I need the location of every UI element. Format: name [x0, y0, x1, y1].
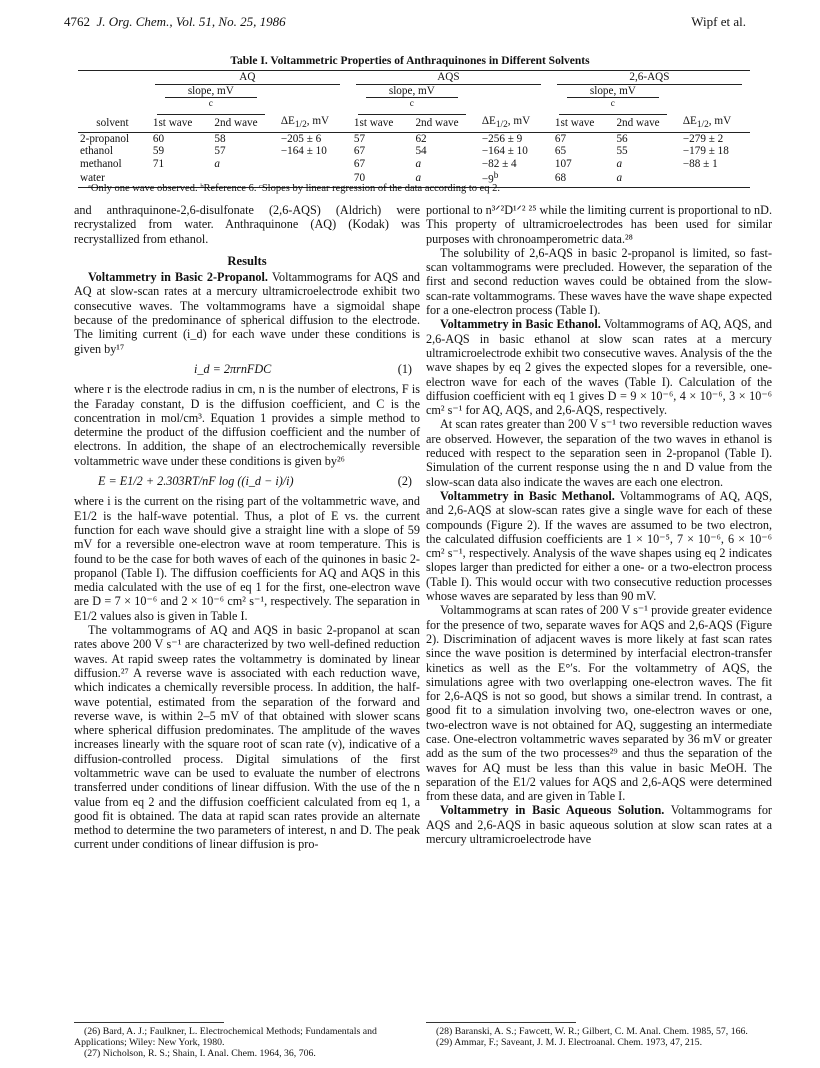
paragraph: where i is the current on the rising part of the voltammetric wave, and E1/2 is the half-wave potential. Thus, a plot of E vs. the current function for each wave should give a straight line with a slope of 59 mV for a reversible one-electron wave at room temperature. This is found to be the case for both waves of each of the quinones in basic 2-propanol (Table I). The diffusion coefficients for AQ and AQS in this media calculated with the use of eq 1 for the first, one-electron wave are D = 7 × 10⁻⁶ and 2 × 10⁻⁶ cm² s⁻¹, respectively. The separation in E1/2 values also is given in Table I.	[74, 494, 420, 623]
wave2-header: 2nd wave	[208, 115, 274, 132]
paragraph: where r is the electrode radius in cm, n is the number of electrons, F is the Faraday constant, D is the diffusion coefficient, and C is the concentration in mol/cm³. Equation 1 provides a simple method to determine the product of the diffusion coefficient and the number of electrons. In addition, the shape of an electrochemically reversible voltammetric wave under these conditions is given by²⁶	[74, 382, 420, 468]
right-column	[426, 203, 772, 846]
run-in-heading: Voltammetry in Basic Ethanol.	[440, 317, 601, 332]
delta-header: $\Delta E_{1/2}$, mV	[476, 115, 549, 132]
table-cell: 55	[616, 145, 628, 158]
table-cell: a	[409, 170, 475, 187]
table-cell: 67	[353, 145, 366, 158]
solvent-cell: methanol	[80, 157, 122, 170]
solvent-cell: water	[78, 170, 147, 187]
voltammetric-table	[78, 70, 750, 188]
page-number: 4762	[64, 14, 90, 29]
run-in-heading: Voltammetry in Basic 2-Propanol.	[88, 270, 268, 285]
table-cell: 54	[415, 145, 427, 158]
table-cell	[677, 170, 750, 187]
group-header-aq: AQ	[147, 71, 348, 85]
table-cell: 67	[554, 132, 567, 145]
author-header: Wipf et al.	[691, 14, 746, 29]
table-cell: 70	[348, 170, 410, 187]
paragraph: The voltammograms of AQ and AQS in basic 2-propanol at scan rates above 200 V s⁻¹ are characterized by two well-defined reduction waves. At rapid sweep rates the voltammetry is dominated by linear diffusion.²⁷ A reverse wave is associated with each reduction wave, which indicates a chemically reversible process. In addition, the half-wave potential, estimated from the separation of the forward and reverse wave, is within 2–5 mV of that obtained with slower scans where spherical diffusion predominates. The amplitude of the waves increases linearly with the square root of scan rate (v), indicative of a diffusion-controlled process. Digital simulations of the first voltammetric wave can be used to evaluate the number of electrons transferred under conditions of linear diffusion. With the use of the n value from eq 2 and the diffusion coefficient calculated from eq 1, a good fit is obtained. The data at rapid scan rates provide an alternate method to determine the two parameters of interest, n and D. The peak current under conditions of linear diffusion is pro-	[74, 623, 420, 852]
footnote-rule	[74, 1022, 224, 1023]
delta-header: $\Delta E_{1/2}$, mV	[275, 115, 348, 132]
table-cell: −205 ± 6	[280, 132, 322, 145]
table-cell: 107	[554, 157, 572, 170]
wave2-header: 2nd wave	[610, 115, 676, 132]
table-cell: 68	[549, 170, 611, 187]
paragraph: Voltammetry in Basic Ethanol. Voltammograms of AQ, AQS, and 2,6-AQS in basic ethanol at slow scan rates at a mercury ultramicroelectrode exhibit two consecutive waves. Analysis of the the wave shapes by eq 2 gives the expected slopes for a reversible, one-electron wave for each of the waves (Table I). Calculation of the diffusion coefficient with eq 1 gives D = 9 × 10⁻⁶, 4 × 10⁻⁶, 3 × 10⁻⁶ cm² s⁻¹ for AQ, AQS, and 2,6-AQS, respectively.	[426, 317, 772, 418]
solvent-cell: ethanol	[80, 145, 113, 158]
table-cell: 71	[152, 157, 165, 170]
table-cell: −164 ± 10	[280, 145, 327, 158]
table-cell: 65	[554, 145, 567, 158]
slope-header: slope, mV $^c$	[549, 85, 677, 116]
table-cell: a	[415, 157, 422, 170]
left-column	[74, 203, 420, 852]
table-cell	[275, 158, 348, 171]
table-cell: a	[214, 157, 221, 170]
paragraph: Voltammetry in Basic 2-Propanol. Voltammograms for AQS and AQ at slow-scan rates at a mercury ultramicroelectrode exhibit two consecutive waves. The voltammograms have a sigmoidal shape because of the predominance of spherical diffusion to the electrode. The limiting current (i_d) for each wave under these conditions is given by¹⁷	[74, 270, 421, 356]
equation-2: E = E1/2 + 2.303RT/nF log ((i_d − i)/i) (2)	[98, 474, 412, 489]
delta-header: $\Delta E_{1/2}$, mV	[677, 115, 750, 132]
table-footnote: ᵃOnly one wave observed. ᵇReference 6. ᶜSlopes by linear regression of the data according to eq 2.	[88, 183, 501, 194]
footnote-rule	[426, 1022, 576, 1023]
solvent-header: solvent	[78, 115, 147, 132]
slope-header: slope, mV $^c$	[147, 85, 275, 116]
table-cell: a	[610, 170, 676, 187]
wave1-header: 1st wave	[147, 115, 209, 132]
wave2-header: 2nd wave	[409, 115, 475, 132]
table-cell: $-9^b$	[476, 170, 549, 187]
table-slope-row	[78, 85, 750, 116]
table-cell: −88 ± 1	[682, 157, 718, 170]
wave1-header: 1st wave	[549, 115, 611, 132]
slope-header: slope, mV $^c$	[348, 85, 476, 116]
paragraph: Voltammetry in Basic Methanol. Voltammograms of AQ, AQS, and 2,6-AQS at slow-scan rates give a single wave for each of these compounds (Figure 2). If the waves are assumed to be two electron, the calculated diffusion coefficients are 1 × 10⁻⁵, 7 × 10⁻⁶, 6 × 10⁻⁶ cm² s⁻¹, respectively. Analysis of the wave shapes using eq 2 indicates slopes larger than predicted for either a one- or a two-electron process (Table I). This would occur with two consecutive reduction processes whose waves are separated by less than 90 mV.	[426, 488, 772, 604]
footnote-ref-29: (29) Ammar, F.; Saveant, J. M. J. Electroanal. Chem. 1973, 47, 215.	[436, 1037, 703, 1048]
solvent-cell: 2-propanol	[80, 132, 130, 145]
paragraph: and anthraquinone-2,6-disulfonate (2,6-AQS) (Aldrich) were recrystalized from water. Anthraquinone (AQ) (Kodak) was recrystallized from ethanol.	[74, 203, 420, 246]
table-cell: −82 ± 4	[481, 157, 517, 170]
running-header	[64, 14, 286, 30]
table-column-header-row	[78, 115, 750, 132]
section-heading: Results	[227, 253, 267, 268]
paragraph: Voltammetry in Basic Aqueous Solution. Voltammograms for AQS and 2,6-AQS in basic aqueous solution at slow scan rates at a mercury ultramicroelectrode have	[426, 803, 772, 847]
footnotes-right	[426, 1026, 772, 1048]
table-cell: 62	[415, 132, 427, 145]
paragraph: Voltammograms at scan rates of 200 V s⁻¹ provide greater evidence for the presence of two, separate waves for AQS and 2,6-AQS (Figure 2). Discrimination of adjacent waves is more likely at fast scan rates since the wave position is determined by interfacial electron-transfer kinetics as well as the E°′s. For the voltammetry of AQS, the simulations agree with two overlapping one-electron waves. The fit for 2,6-AQS is not so good, but shows a similar trend. In contrast, a good fit to a simulation involving two, one-electron waves or one, two-electron wave is not obtained for AQ, suggesting an intermediate case. One-electron voltammetric waves separated by 36 mV or greater add as the sum of the two processes²⁹ and thus the separation of the waves for AQ must be less than this value in basic MeOH. The separation of the E1/2 values for AQS and 2,6-AQS were determined from these data, and are given in Table I.	[426, 603, 772, 804]
footnote-ref-28: (28) Baranski, A. S.; Fawcett, W. R.; Gilbert, C. M. Anal. Chem. 1985, 57, 166.	[436, 1026, 748, 1037]
table-cell: −279 ± 2	[682, 132, 724, 145]
table-cell: 60	[152, 132, 165, 145]
table-cell: 57	[353, 132, 366, 145]
footnotes-left	[74, 1026, 420, 1059]
paragraph: At scan rates greater than 200 V s⁻¹ two reversible reduction waves are observed. However, the separation of the two waves in ethanol is reduced with respect to the separation seen in 2-propanol (Table I). Simulation of the current response using the n and D value from the slow-scan data also indicate the waves are each one electron.	[426, 417, 772, 489]
table-group-row	[78, 71, 750, 85]
journal-citation: J. Org. Chem., Vol. 51, No. 25, 1986	[96, 14, 286, 29]
table-cell: 59	[152, 145, 165, 158]
run-in-heading: Voltammetry in Basic Methanol.	[440, 488, 615, 503]
table-cell: 67	[353, 157, 366, 170]
group-header-26aqs: 2,6-AQS	[549, 71, 750, 85]
paragraph: portional to n³ᐟ²D¹ᐟ² ²⁵ while the limiting current is proportional to nD. This property of ultramicroelectrodes has been used for similar purposes with chronoamperometric data.²⁸	[426, 203, 772, 246]
table-row	[78, 145, 750, 158]
table-cell: −256 ± 9	[481, 132, 523, 145]
table-cell: a	[616, 157, 623, 170]
equation-1: i_d = 2πrnFDC (1)	[194, 361, 412, 376]
table-cell: 58	[214, 132, 226, 145]
paragraph: The solubility of 2,6-AQS in basic 2-propanol is limited, so fast-scan voltammograms were precluded. However, the separation of the first and second reduction waves could be obtained from the slow-scan-rate voltammograms. These waves have the wave shape expected for a one-electron process (Table I).	[426, 245, 772, 318]
table-cell: 57	[214, 145, 226, 158]
table-row	[78, 158, 750, 171]
table-caption: Table I. Voltammetric Properties of Anthraquinones in Different Solvents	[230, 55, 590, 67]
table-cell: −164 ± 10	[481, 145, 528, 158]
footnote-ref-26: (26) Bard, A. J.; Faulkner, L. Electrochemical Methods; Fundamentals and Applications; Wiley: New York, 1980.	[74, 1026, 377, 1048]
wave1-header: 1st wave	[348, 115, 410, 132]
footnote-ref-27: (27) Nicholson, R. S.; Shain, I. Anal. Chem. 1964, 36, 706.	[84, 1048, 316, 1059]
table-cell: 56	[616, 132, 628, 145]
table-cell: −179 ± 18	[682, 145, 729, 158]
group-header-aqs: AQS	[348, 71, 549, 85]
table-row	[78, 132, 750, 145]
run-in-heading: Voltammetry in Basic Aqueous Solution.	[440, 803, 665, 818]
